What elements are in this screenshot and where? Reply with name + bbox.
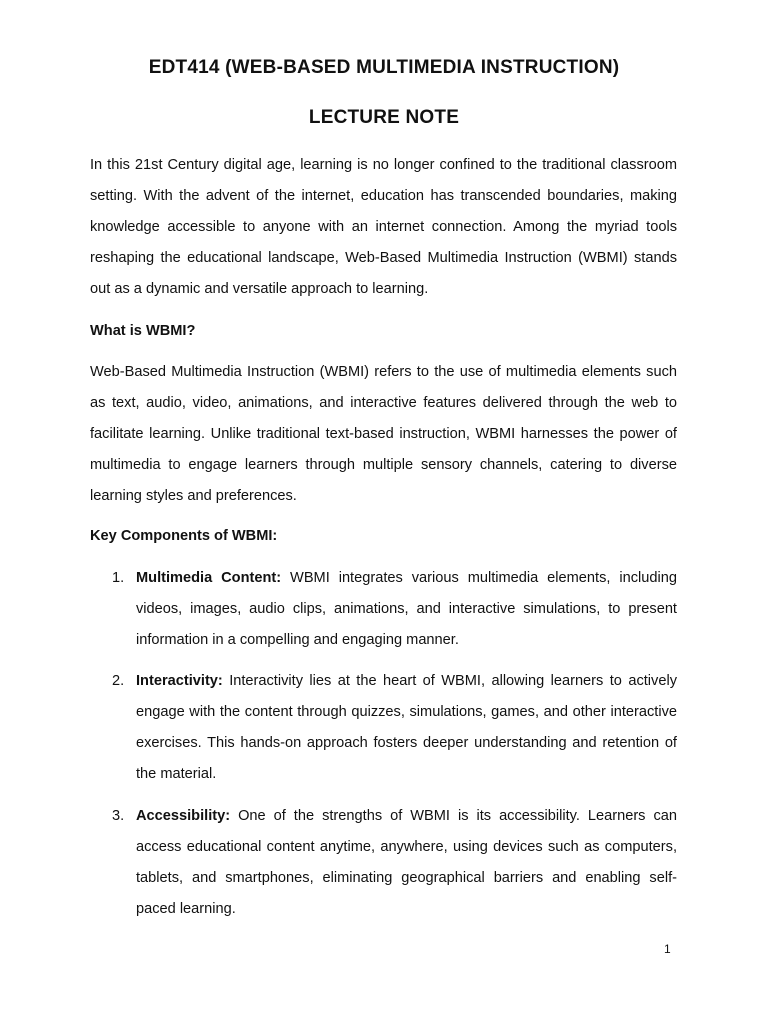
list-item-text xyxy=(136,801,677,925)
list-number: 2. xyxy=(112,673,125,689)
list-term: Multimedia Content: xyxy=(136,570,282,586)
section-heading-what-is-wbmi: What is WBMI? xyxy=(90,323,196,339)
section-heading-key-components: Key Components of WBMI: xyxy=(90,528,278,544)
intro-paragraph: In this 21st Century digital age, learning is no longer confined to the traditional classroom setting. With the advent of the internet, education has transcended boundaries, making knowledge accessible to anyone with an internet connection. Among the myriad tools reshaping the educational landscape, Web-Based Multimedia Instruction (WBMI) stands out as a dynamic and versatile approach to learning. xyxy=(90,157,677,297)
list-term: Interactivity: xyxy=(136,673,223,689)
list-term: Accessibility: xyxy=(136,808,231,824)
list-number: 1. xyxy=(112,570,125,586)
wbmi-definition-paragraph: Web-Based Multimedia Instruction (WBMI) refers to the use of multimedia elements such as text, audio, video, animations, and interactive features delivered through the web to facilitate learning. Unlike traditional text-based instruction, WBMI harnesses the power of multimedia to engage learners through multiple sensory channels, catering to diverse learning styles and preferences. xyxy=(90,364,677,504)
list-item-text xyxy=(136,563,677,656)
page-number: 1 xyxy=(664,942,671,956)
document-subtitle: LECTURE NOTE xyxy=(308,107,460,128)
list-number: 3. xyxy=(112,808,125,824)
list-description: Interactivity lies at the heart of WBMI, allowing learners to actively engage with the content through quizzes, simulations, games, and other interactive exercises. This hands-on approach fosters deeper understanding and retention of the material. xyxy=(136,673,677,782)
list-description: One of the strengths of WBMI is its accessibility. Learners can access educational content anytime, anywhere, using devices such as computers, tablets, and smartphones, eliminating geographical barriers and enabling self-paced learning. xyxy=(136,808,677,917)
document-title: EDT414 (WEB-BASED MULTIMEDIA INSTRUCTION) xyxy=(148,57,620,78)
list-description: WBMI integrates various multimedia elements, including videos, images, audio clips, animations, and interactive simulations, to present information in a compelling and engaging manner. xyxy=(136,570,677,648)
list-item-text xyxy=(136,666,677,790)
